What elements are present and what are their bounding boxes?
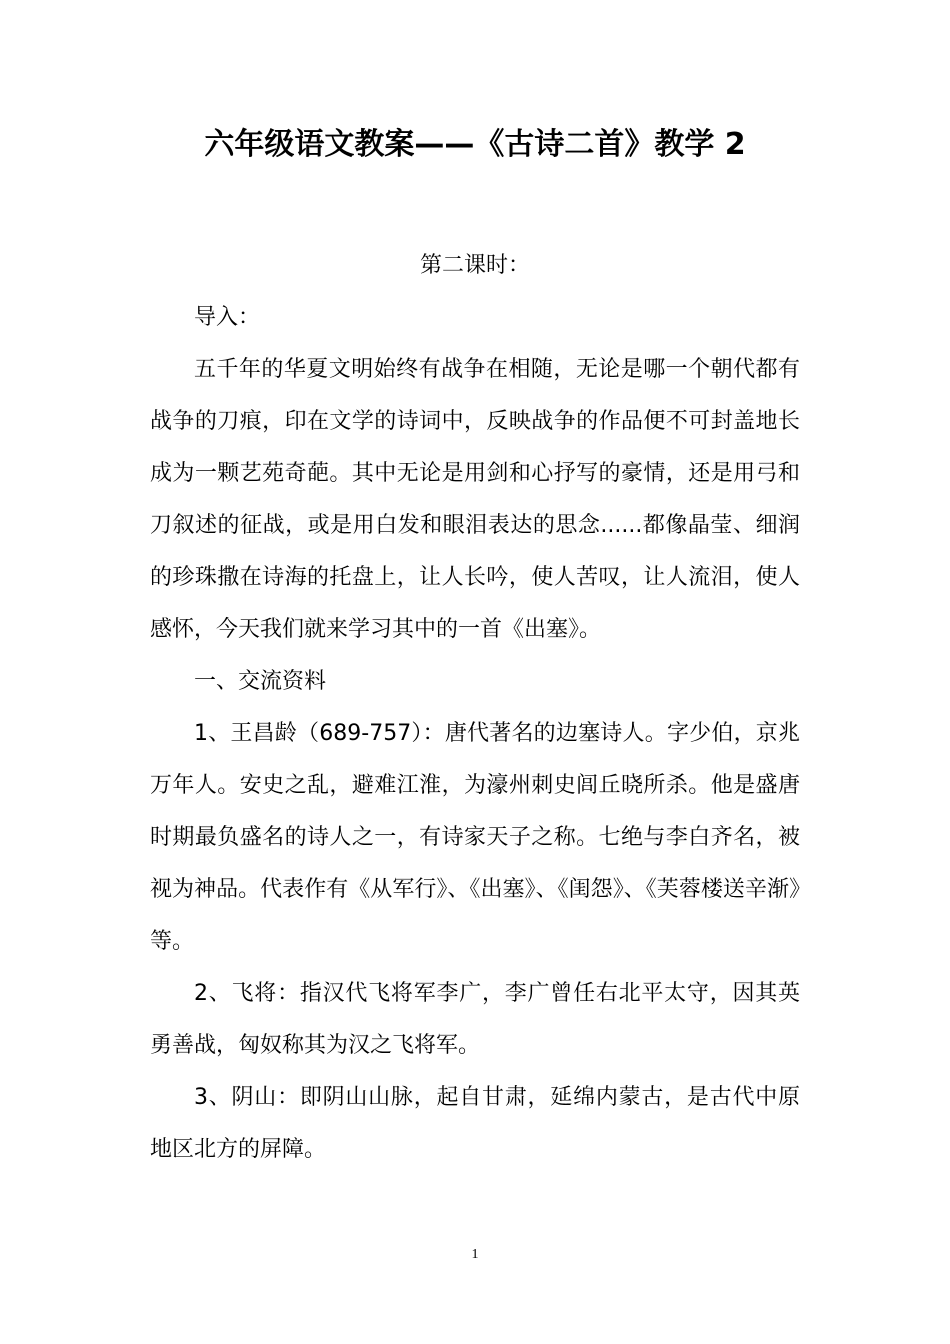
page-number: 1 — [471, 1247, 479, 1262]
list-item: 2、飞将：指汉代飞将军李广，李广曾任右北平太守，因其英勇善战，匈奴称其为汉之飞将军。 — [150, 981, 800, 1058]
intro-paragraph: 五千年的华夏文明始终有战争在相随，无论是哪一个朝代都有战争的刀痕，印在文学的诗词中，反映战争的作品便不可封盖地长成为一颗艺苑奇葩。其中无论是用剑和心抒写的豪情，还是用弓和刀叙述的征战，或是用白发和眼泪表达的思念......都像晶莹、细润的珍珠撒在诗海的托盘上，让人长吟，使人苦叹，让人流泪，使人感怀，今天我们就来学习其中的一首《出塞》。 — [150, 357, 800, 642]
intro-heading: 导入： — [194, 305, 261, 330]
document-title: 六年级语文教案——《古诗二首》教学 2 — [204, 127, 746, 162]
lesson-label: 第二课时： — [419, 253, 530, 278]
document-body — [150, 240, 800, 1176]
section-heading: 一、交流资料 — [194, 669, 327, 694]
list-item: 3、阴山：即阴山山脉，起自甘肃，延绵内蒙古，是古代中原地区北方的屏障。 — [150, 1085, 800, 1162]
list-item: 1、王昌龄（689-757）：唐代著名的边塞诗人。字少伯，京兆万年人。安史之乱，避难江淮，为濠州刺史闾丘晓所杀。他是盛唐时期最负盛名的诗人之一，有诗家天子之称。七绝与李白齐名，被视为神品。代表作有《从军行》、《出塞》、《闺怨》、《芙蓉楼送辛渐》等。 — [150, 721, 800, 954]
